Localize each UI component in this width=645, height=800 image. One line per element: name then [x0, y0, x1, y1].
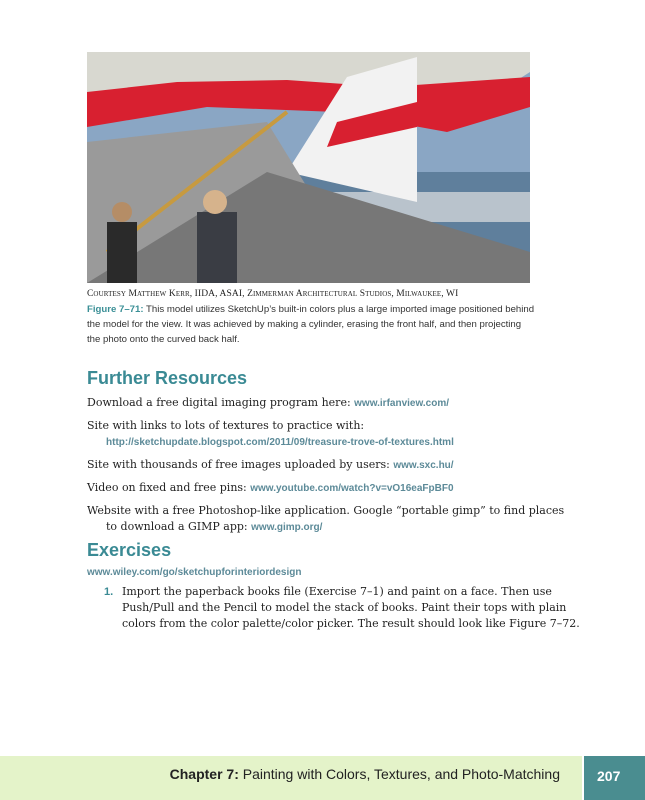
figure-caption-text: This model utilizes SketchUp’s built-in colors plus a large imported image positioned behind the model for the view. It was achieved by making a cylinder, erasing the front half, and then projecting the photo onto the curved back half.: [87, 304, 535, 345]
resource-link[interactable]: http://sketchupdate.blogspot.com/2011/09/treasure-trove-of-textures.html: [106, 437, 454, 448]
exercises-heading: Exercises: [87, 540, 172, 560]
running-footer: [0, 756, 582, 800]
resource-text: Download a free digital imaging program here:: [87, 396, 355, 409]
page-number: 207: [584, 756, 645, 800]
resource-item: [87, 503, 577, 536]
resource-link[interactable]: www.youtube.com/watch?v=vO16eaFpBF0: [250, 483, 454, 494]
resource-text: Video on fixed and free pins:: [87, 481, 251, 494]
exercise-number: 1.: [104, 586, 114, 598]
footer-title: Painting with Colors, Textures, and Photo-Matching: [238, 766, 560, 782]
figure-label: Figure 7–71:: [87, 304, 144, 315]
resource-link[interactable]: www.sxc.hu/: [393, 460, 454, 471]
resource-text: Website with a free Photoshop-like application. Google “portable gimp” to find places to download a GIMP app:: [87, 504, 565, 533]
resource-item: [87, 395, 577, 412]
resource-item: [87, 457, 577, 474]
exercise-text: Import the paperback books file (Exercise 7–1) and paint on a face. Then use Push/Pull and the Pencil to model the stack of books. Paint their tops with plain colors from the color palette/color picker. The result should look like Figure 7–72.: [122, 585, 580, 630]
exercise-item: [104, 584, 592, 632]
further-resources-heading: Further Resources: [87, 368, 248, 388]
resource-link[interactable]: www.irfanview.com/: [354, 398, 449, 409]
figure-7-71-image: [87, 52, 530, 283]
figure-credit: Courtesy Matthew Kerr, IIDA, ASAI, Zimmerman Architectural Studios, Milwaukee, WI: [87, 289, 459, 299]
exercises-link[interactable]: www.wiley.com/go/sketchupforinteriordesign: [87, 567, 302, 578]
resource-item: [87, 418, 577, 451]
footer-chapter-title: [170, 766, 560, 782]
resource-text: Site with links to lots of textures to practice with:: [87, 419, 365, 432]
resource-text: Site with thousands of free images uploaded by users:: [87, 458, 394, 471]
resource-item: [87, 480, 577, 497]
footer-chapter-label: Chapter 7:: [169, 766, 239, 782]
figure-caption: [87, 302, 537, 347]
resource-link[interactable]: www.gimp.org/: [251, 522, 323, 533]
resource-list: [87, 395, 577, 542]
